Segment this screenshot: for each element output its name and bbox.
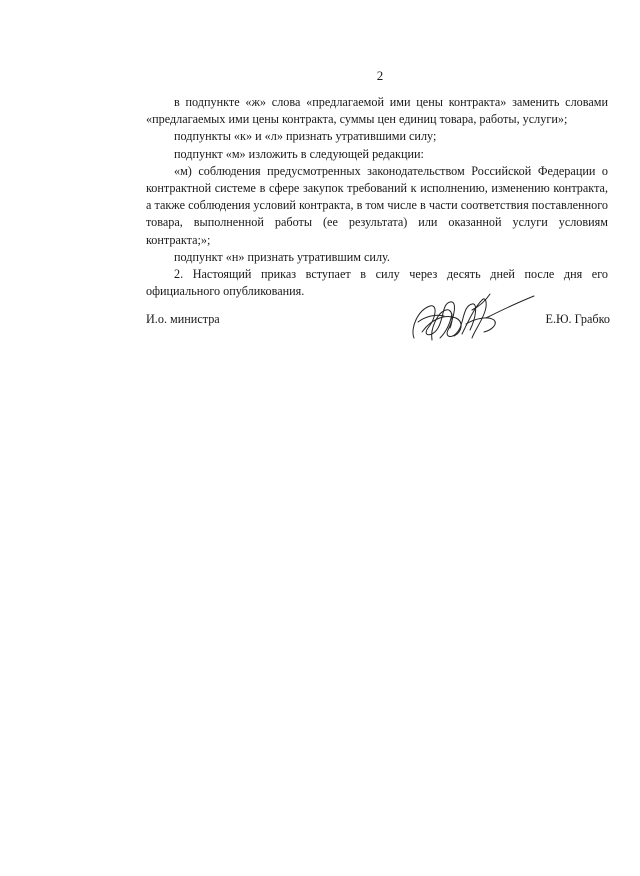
paragraph-subpoint-n: подпункт «н» признать утратившим силу. (174, 249, 390, 264)
signatory-title: И.о. министра (146, 312, 220, 326)
page-number: 2 (376, 68, 384, 83)
signatory-name: Е.Ю. Грабко (545, 312, 610, 326)
document-body (146, 94, 608, 300)
paragraph-subpoints-k-l: подпункты «к» и «л» признать утратившими силу; (174, 129, 437, 144)
handwritten-signature-icon (402, 288, 542, 348)
signature-block (146, 312, 610, 352)
paragraph-subpoint-m-text: «м) соблюдения предусмотренных законодательством Российской Федерации о контрактной системе в сфере закупок требований к исполнению, изменению контракта, а также соблюдения условий контракта, в том числе в части соответствия поставленного товара, выполненной работы (ее результата) или оказанной услуги условиям контракта;»; (146, 163, 608, 247)
paragraph-subpoint-m-intro: подпункт «м» изложить в следующей редакции: (174, 146, 424, 161)
paragraph-effective-date: 2. Настоящий приказ вступает в силу через десять дней после дня его официального опубликования. (146, 267, 608, 299)
paragraph-subpoint-zh: в подпункте «ж» слова «предлагаемой ими цены контракта» заменить словами «предлагаемых ими цены контракта, суммы цен единиц товара, работы, услуги»; (146, 95, 608, 127)
